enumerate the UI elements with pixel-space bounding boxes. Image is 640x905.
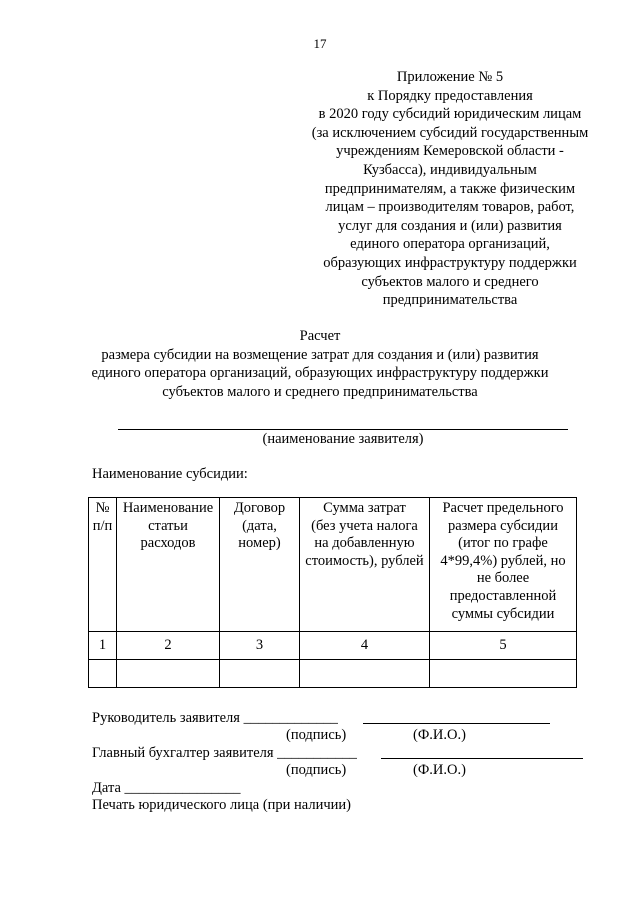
head-signature-caption: (подпись) [286, 727, 347, 743]
date-underline: ________________ [124, 780, 241, 796]
empty-cell [220, 660, 300, 688]
title-line: Расчет [299, 328, 341, 344]
subsidy-name-label: Наименование субсидии: [92, 466, 248, 482]
applicant-caption: (наименование заявителя) [262, 431, 424, 447]
appendix-line: к Порядку предоставления [367, 87, 533, 104]
head-label: Руководитель заявителя [92, 710, 240, 726]
number-cell: 5 [430, 632, 577, 660]
appendix-line: единого оператора организаций, [350, 236, 550, 253]
accountant-signature-caption: (подпись) [286, 762, 347, 778]
date-label: Дата [92, 780, 121, 796]
appendix-line: (за исключением субсидий государственным [311, 124, 589, 141]
accountant-signature-row [92, 745, 357, 762]
appendix-line: субъектов малого и среднего [361, 273, 539, 290]
appendix-line: в 2020 году субсидий юридическим лицам [318, 106, 582, 123]
date-row [92, 780, 241, 797]
appendix-line: предпринимателям, а также физическим [324, 180, 576, 197]
appendix-line: Приложение № 5 [396, 69, 504, 85]
seal-label: Печать юридического лица (при наличии) [92, 797, 351, 813]
accountant-label: Главный бухгалтер заявителя [92, 745, 274, 761]
appendix-line: лицам – производителям товаров, работ, [325, 199, 575, 216]
head-fio-line [363, 723, 550, 724]
head-signature-row [92, 710, 338, 727]
number-cell: 2 [117, 632, 220, 660]
accountant-fio-line [381, 758, 583, 759]
title-line: единого оператора организаций, образующих инфраструктуру поддержки [91, 365, 549, 382]
table-empty-row [89, 660, 577, 688]
table-header-row [89, 498, 577, 632]
number-cell: 1 [89, 632, 117, 660]
page-number: 17 [313, 36, 327, 51]
title-line: субъектов малого и среднего предпринимательства [162, 383, 478, 400]
header-cell: № п/п [89, 498, 117, 632]
appendix-line: предпринимательства [382, 292, 518, 309]
appendix-line: услуг для создания и (или) развития [338, 217, 562, 234]
empty-cell [117, 660, 220, 688]
appendix-header [290, 68, 610, 310]
title-line: размера субсидии на возмещение затрат для создания и (или) развития [101, 346, 539, 363]
head-fio-caption: (Ф.И.О.) [413, 727, 466, 743]
appendix-line: Кузбасса), индивидуальным [363, 161, 537, 178]
number-cell: 3 [220, 632, 300, 660]
head-signature-underline: _____________ [243, 710, 338, 726]
appendix-line: учреждениям Кемеровской области - [336, 143, 564, 160]
empty-cell [430, 660, 577, 688]
header-cell: Расчет предельного размера субсидии (итог по графе 4*99,4%) рублей, но не более предоставленной суммы субсидии [430, 498, 577, 632]
appendix-line: образующих инфраструктуру поддержки [323, 254, 577, 271]
table-number-row [89, 632, 577, 660]
header-cell: Договор (дата, номер) [220, 498, 300, 632]
applicant-name-line [118, 429, 568, 430]
accountant-fio-caption: (Ф.И.О.) [413, 762, 466, 778]
header-cell: Наименование статьи расходов [117, 498, 220, 632]
number-cell: 4 [300, 632, 430, 660]
header-cell: Сумма затрат (без учета налога на добавленную стоимость), рублей [300, 498, 430, 632]
document-title [0, 327, 640, 401]
empty-cell [300, 660, 430, 688]
empty-cell [89, 660, 117, 688]
expense-table [88, 497, 577, 688]
accountant-signature-underline: ___________ [277, 745, 357, 761]
